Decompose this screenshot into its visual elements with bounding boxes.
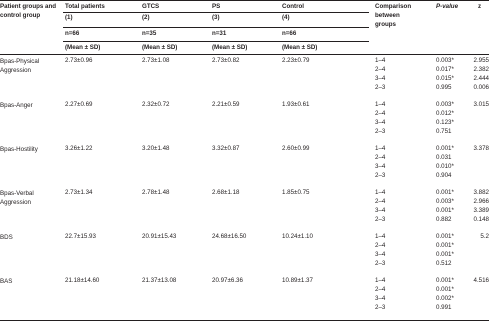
cell-pvalue: 0.001* bbox=[436, 233, 454, 240]
cell-pvalue: 0.003* bbox=[436, 101, 454, 108]
cell-pvalue: 0.001* bbox=[436, 189, 454, 196]
cell-pvalue: 0.031 bbox=[436, 154, 452, 161]
cell-comparison-pair: 1–4 bbox=[375, 233, 386, 240]
cell-total: 2.73±0.96 bbox=[65, 57, 93, 64]
cell-gtcs: 21.37±13.08 bbox=[142, 277, 177, 284]
cell-pvalue: 0.995 bbox=[436, 84, 452, 91]
header-comparison: Comparison between groups bbox=[375, 3, 412, 28]
cell-comparison-pair: 2–3 bbox=[375, 304, 386, 311]
cell-comparison-pair: 2–3 bbox=[375, 260, 386, 267]
cell-total: 3.26±1.22 bbox=[65, 145, 93, 152]
cell-z: 4.516 bbox=[473, 277, 489, 284]
cell-comparison-pair: 3–4 bbox=[375, 75, 386, 82]
cell-z: 0.148 bbox=[473, 216, 489, 223]
cell-ps: 2.68±1.18 bbox=[212, 189, 240, 196]
row-label: Bpas-Verbal Aggression bbox=[0, 190, 34, 206]
cell-z: 2.444 bbox=[473, 75, 489, 82]
cell-comparison-pair: 1–4 bbox=[375, 277, 386, 284]
cell-pvalue: 0.001* bbox=[436, 145, 454, 152]
cell-control: 10.89±1.37 bbox=[282, 277, 313, 284]
cell-pvalue: 0.001* bbox=[436, 207, 454, 214]
cell-z: 2.382 bbox=[473, 66, 489, 73]
table-top-rule bbox=[0, 0, 489, 1]
header-gtcs-stat: (Mean ± SD) bbox=[142, 44, 178, 51]
cell-pvalue: 0.002* bbox=[436, 295, 454, 302]
header-rule-3 bbox=[63, 41, 369, 42]
cell-comparison-pair: 2–4 bbox=[375, 66, 386, 73]
header-z: z bbox=[478, 3, 482, 10]
cell-z: 2.955 bbox=[473, 57, 489, 64]
cell-gtcs: 20.91±15.43 bbox=[142, 233, 177, 240]
cell-total: 21.18±14.60 bbox=[65, 277, 100, 284]
cell-comparison-pair: 3–4 bbox=[375, 251, 386, 258]
header-total-name: Total patients bbox=[65, 3, 105, 10]
header-control-num: (4) bbox=[282, 14, 290, 21]
row-label: Bpas-Hostility bbox=[0, 146, 38, 153]
cell-pvalue: 0.991 bbox=[436, 304, 452, 311]
cell-total: 22.7±15.93 bbox=[65, 233, 96, 240]
cell-comparison-pair: 2–4 bbox=[375, 110, 386, 117]
header-control-n: n=66 bbox=[282, 30, 297, 37]
cell-pvalue: 0.001* bbox=[436, 286, 454, 293]
cell-control: 1.85±0.75 bbox=[282, 189, 310, 196]
cell-comparison-pair: 3–4 bbox=[375, 119, 386, 126]
header-gtcs-n: n=35 bbox=[142, 30, 157, 37]
header-rule-2 bbox=[63, 27, 369, 28]
cell-z: 2.966 bbox=[473, 198, 489, 205]
cell-comparison-pair: 3–4 bbox=[375, 207, 386, 214]
cell-pvalue: 0.001* bbox=[436, 277, 454, 284]
cell-pvalue: 0.512 bbox=[436, 260, 452, 267]
cell-control: 2.23±0.79 bbox=[282, 57, 310, 64]
cell-z: 0.006 bbox=[473, 84, 489, 91]
cell-z: 5.2 bbox=[480, 233, 489, 240]
cell-comparison-pair: 1–4 bbox=[375, 145, 386, 152]
cell-pvalue: 0.012* bbox=[436, 110, 454, 117]
cell-total: 2.27±0.69 bbox=[65, 101, 93, 108]
cell-total: 2.73±1.34 bbox=[65, 189, 93, 196]
row-label: BAS bbox=[0, 278, 13, 285]
cell-pvalue: 0.904 bbox=[436, 172, 452, 179]
header-total-num: (1) bbox=[65, 14, 73, 21]
cell-comparison-pair: 3–4 bbox=[375, 295, 386, 302]
header-ps-num: (3) bbox=[212, 14, 220, 21]
cell-comparison-pair: 1–4 bbox=[375, 101, 386, 108]
header-gtcs-name: GTCS bbox=[142, 3, 160, 10]
cell-gtcs: 2.32±0.72 bbox=[142, 101, 170, 108]
header-control-name: Control bbox=[282, 3, 304, 10]
header-total-n: n=66 bbox=[65, 30, 80, 37]
cell-ps: 2.73±0.82 bbox=[212, 57, 240, 64]
row-label: Bpas-Anger bbox=[0, 102, 33, 109]
cell-pvalue: 0.001* bbox=[436, 251, 454, 258]
cell-comparison-pair: 1–4 bbox=[375, 189, 386, 196]
cell-z: 3.015 bbox=[473, 101, 489, 108]
table-bottom-rule bbox=[0, 320, 489, 321]
cell-comparison-pair: 2–3 bbox=[375, 84, 386, 91]
row-label: BDS bbox=[0, 234, 13, 241]
cell-comparison-pair: 1–4 bbox=[375, 57, 386, 64]
cell-pvalue: 0.003* bbox=[436, 198, 454, 205]
cell-comparison-pair: 2–4 bbox=[375, 286, 386, 293]
cell-comparison-pair: 2–4 bbox=[375, 198, 386, 205]
cell-ps: 2.21±0.59 bbox=[212, 101, 240, 108]
cell-ps: 24.68±16.50 bbox=[212, 233, 247, 240]
cell-pvalue: 0.010* bbox=[436, 163, 454, 170]
row-label: Bpas-Physical Aggression bbox=[0, 58, 40, 74]
cell-comparison-pair: 3–4 bbox=[375, 163, 386, 170]
header-pvalue: P-value bbox=[436, 3, 459, 10]
cell-gtcs: 2.73±1.08 bbox=[142, 57, 170, 64]
cell-comparison-pair: 2–3 bbox=[375, 172, 386, 179]
cell-gtcs: 2.78±1.48 bbox=[142, 189, 170, 196]
cell-pvalue: 0.015* bbox=[436, 75, 454, 82]
cell-comparison-pair: 2–4 bbox=[375, 154, 386, 161]
header-ps-n: n=31 bbox=[212, 30, 227, 37]
cell-control: 1.93±0.61 bbox=[282, 101, 310, 108]
cell-pvalue: 0.123* bbox=[436, 119, 454, 126]
cell-z: 3.389 bbox=[473, 207, 489, 214]
cell-comparison-pair: 2–3 bbox=[375, 216, 386, 223]
cell-gtcs: 3.20±1.48 bbox=[142, 145, 170, 152]
cell-ps: 20.97±6.36 bbox=[212, 277, 243, 284]
header-control-stat: (Mean ± SD) bbox=[282, 44, 318, 51]
cell-comparison-pair: 2–3 bbox=[375, 128, 386, 135]
cell-control: 10.24±1.10 bbox=[282, 233, 313, 240]
header-total-stat: (Mean ± SD) bbox=[65, 44, 101, 51]
header-ps-stat: (Mean ± SD) bbox=[212, 44, 248, 51]
cell-z: 3.378 bbox=[473, 145, 489, 152]
header-ps-name: PS bbox=[212, 3, 221, 10]
cell-z: 3.882 bbox=[473, 189, 489, 196]
header-rule-1 bbox=[63, 12, 369, 13]
cell-pvalue: 0.751 bbox=[436, 128, 452, 135]
cell-pvalue: 0.882 bbox=[436, 216, 452, 223]
header-patient-groups: Patient groups and control group bbox=[0, 3, 57, 19]
cell-ps: 3.32±0.87 bbox=[212, 145, 240, 152]
cell-comparison-pair: 2–4 bbox=[375, 242, 386, 249]
cell-pvalue: 0.017* bbox=[436, 66, 454, 73]
header-gtcs-num: (2) bbox=[142, 14, 150, 21]
cell-pvalue: 0.001* bbox=[436, 242, 454, 249]
cell-control: 2.60±0.99 bbox=[282, 145, 310, 152]
header-bottom-rule bbox=[0, 54, 489, 55]
cell-pvalue: 0.003* bbox=[436, 57, 454, 64]
